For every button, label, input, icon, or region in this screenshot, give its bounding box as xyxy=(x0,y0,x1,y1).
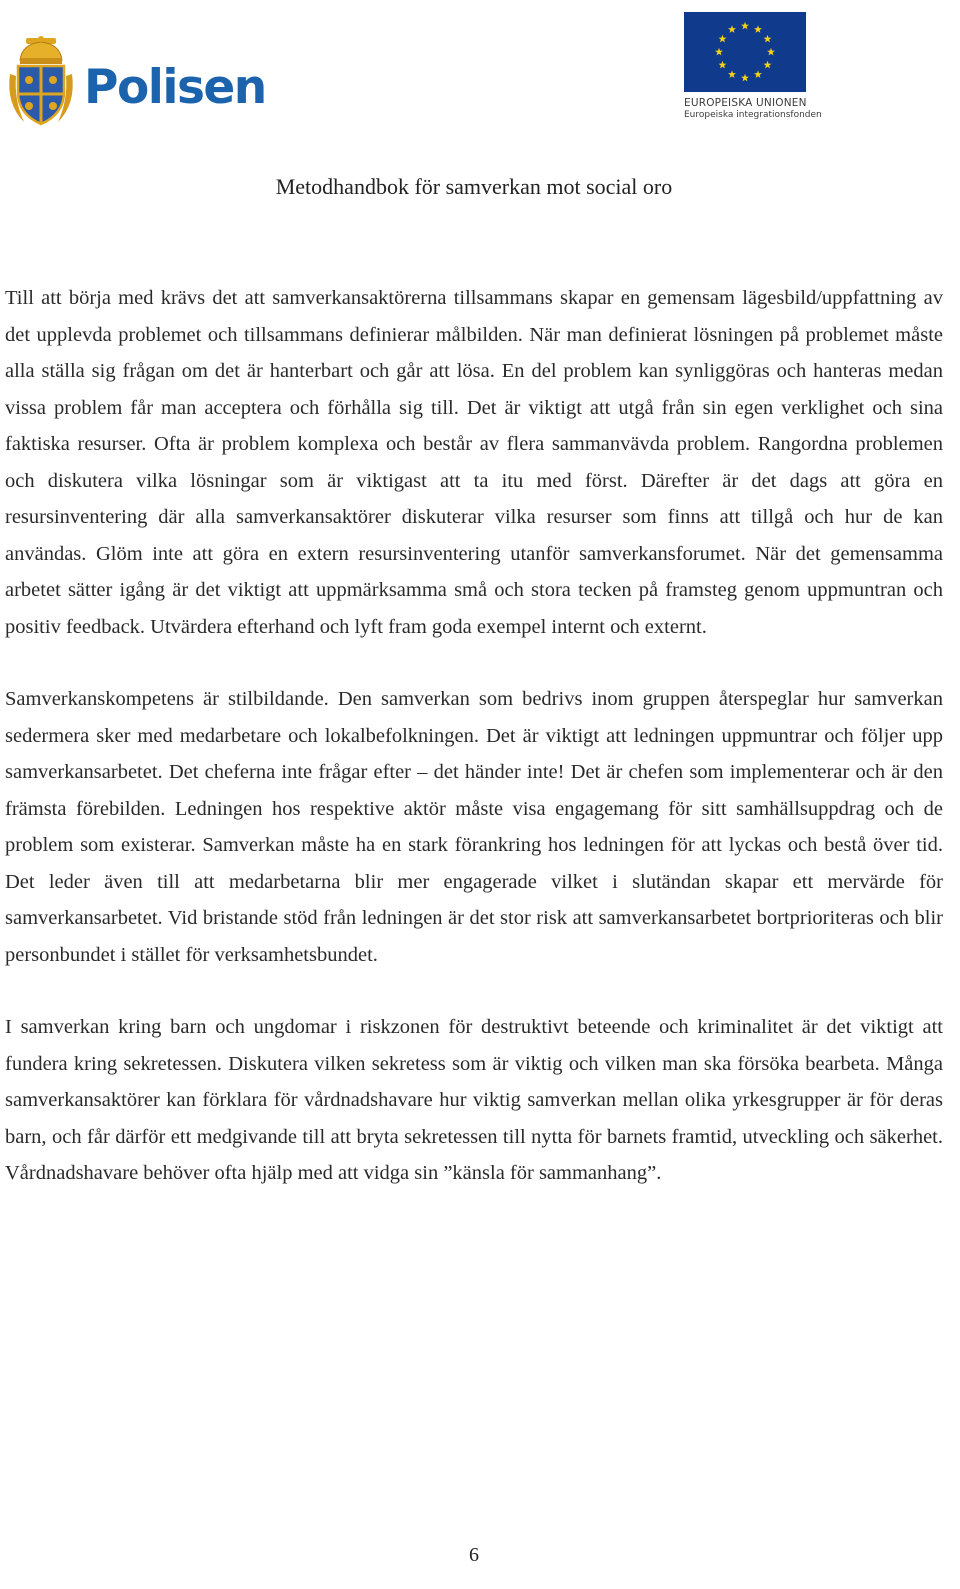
document-title: Metodhandbok för samverkan mot social oro xyxy=(275,174,673,199)
eu-subtitle: Europeiska integrationsfonden xyxy=(684,109,822,120)
eu-logo xyxy=(684,12,822,120)
page-number: 6 xyxy=(469,1544,479,1566)
page-header xyxy=(0,0,960,140)
police-wordmark: Polisen xyxy=(84,60,266,115)
eu-flag-icon xyxy=(684,12,806,92)
police-crest-icon xyxy=(4,34,78,128)
paragraph: I samverkan kring barn och ungdomar i riskzonen för destruktivt beteende och kriminalitet är det viktigt att fundera kring sekretessen. Diskutera vilken sekretess som är viktig och vilken man ska försöka bearbeta. Många samverkansaktörer kan förklara för vårdnadshavare hur viktig samverkan mellan olika yrkesgrupper är för deras barn, och får därför ett medgivande till att bryta sekretessen till nytta för barnets framtid, utveckling och säkerhet. Vårdnadshavare behöver ofta hjälp med att vidga sin ”känsla för sammanhang”. xyxy=(5,1016,943,1184)
document-body xyxy=(5,280,943,1228)
paragraph: Till att börja med krävs det att samverkansaktörerna tillsammans skapar en gemensam lägesbild/uppfattning av det upplevda problemet och tillsammans definierar målbilden. När man definierat lösningen på problemet måste alla ställa sig frågan om det är hanterbart och går att lösa. En del problem kan synliggöras och hanteras medan vissa problem får man acceptera och förhålla sig till. Det är viktigt att utgå från sin egen verklighet och sina faktiska resurser. Ofta är problem komplexa och består av flera sammanvävda problem. Rangordna problemen och diskutera vilka lösningar som är viktigast att ta itu med först. Därefter är det dags att göra en resursinventering där alla samverkansaktörer diskuterar vilka resurser som finns att tillgå och hur de kan användas. Glöm inte att göra en extern resursinventering utanför samverkansforumet. När det gemensamma arbetet sätter igång är det viktigt att uppmärksamma små och stora tecken på framsteg genom uppmuntran och positiv feedback. Utvärdera efterhand och lyft fram goda exempel internt och externt. xyxy=(5,287,943,638)
eu-title: EUROPEISKA UNIONEN xyxy=(684,97,807,109)
paragraph: Samverkanskompetens är stilbildande. Den samverkan som bedrivs inom gruppen återspeglar hur samverkan sedermera sker med medarbetare och lokalbefolkningen. Det är viktigt att ledningen uppmuntrar och följer upp samverkansarbetet. Det cheferna inte frågar efter – det händer inte! Det är chefen som implementerar och är den främsta förebilden. Ledningen hos respektive aktör måste visa engagemang för sitt samhällsuppdrag och de problem som existerar. Samverkan måste ha en stark förankring hos ledningen för att lyckas och bestå över tid. Det leder även till att medarbetarna blir mer engagerade vilket i slutändan skapar ett mervärde för samverkansarbetet. Vid bristande stöd från ledningen är det stor risk att samverkansarbetet bortprioriteras och blir personbundet i stället för verksamhetsbundet. xyxy=(5,688,943,966)
